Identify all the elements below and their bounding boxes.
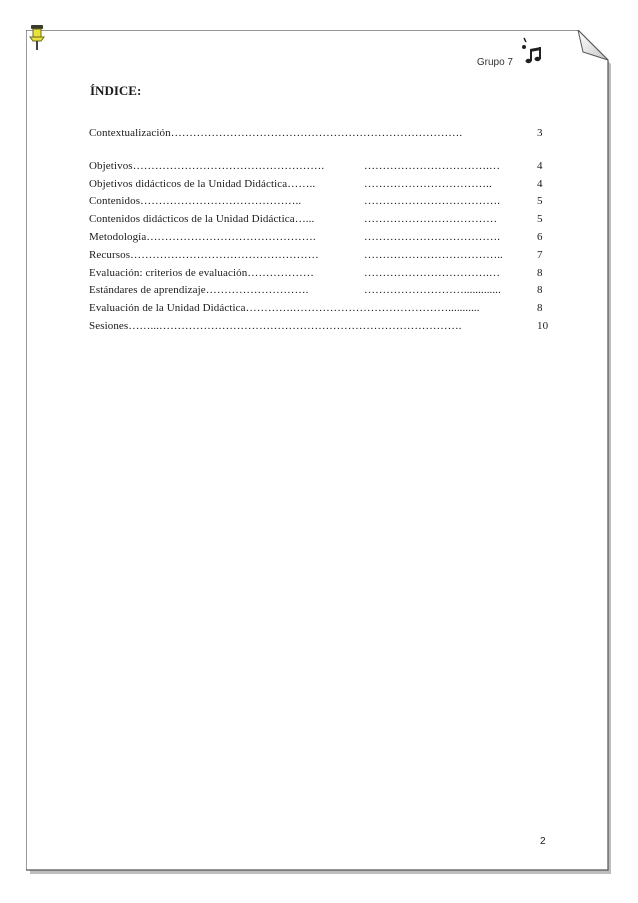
header-group-label: Grupo 7 [476,57,513,68]
toc-entry-label: Estándares de aprendizaje [89,284,206,297]
toc-entry[interactable] [89,195,559,213]
toc-entry-leader: …………………………………………… [130,248,319,261]
toc-entry-page: 10 [537,319,549,332]
toc-entry-page: 8 [537,266,543,279]
toc-entry[interactable] [89,231,559,249]
toc-entry[interactable] [89,320,559,338]
pushpin-icon [28,24,46,52]
toc-entry-label: Recursos [89,248,131,261]
toc-entry[interactable] [89,127,559,145]
toc-entry-leader: …... [294,213,315,226]
toc-entry-leader-2: …………………………….… [364,266,501,279]
toc-entry-page: 8 [537,302,543,315]
page-title: ÍNDICE: [90,83,142,98]
toc-entry-leader-2: ……………………………… [364,213,498,226]
toc-entry-leader-2: ……………………………….. [364,248,503,261]
toc-entry-label: Contenidos didácticos de la Unidad Didáctica [89,213,295,226]
toc-entry-page: 4 [537,177,543,190]
table-of-contents [89,127,559,338]
toc-entry-leader: ……………………………………………. [132,159,325,172]
toc-entry-leader-2: …………………………….. [364,177,492,190]
toc-entry-page: 4 [537,159,543,172]
music-notes-icon [515,36,545,66]
toc-entry-label: Evaluación: criterios de evaluación [89,266,248,279]
toc-entry-leader: …………………………………….. [140,195,302,208]
toc-entry-leader-2: …………………………….… [364,159,501,172]
toc-entry-leader-2: ………………………………. [364,230,501,243]
toc-entry[interactable] [89,302,559,320]
toc-entry-label: Sesiones [89,319,129,332]
toc-entry-label: Objetivos [89,159,133,172]
toc-entry[interactable] [89,249,559,267]
toc-entry-label: Metodología [89,230,147,243]
toc-entry-leader: ……...………………………………………………………………………. [128,319,462,332]
toc-entry-leader-2: ………………………............. [364,284,501,297]
toc-entry-page: 5 [537,213,543,226]
toc-entry[interactable] [89,267,559,285]
toc-entry-page: 7 [537,248,543,261]
toc-entry-leader: ………….……………………………………........... [245,302,480,315]
page-number: 2 [540,836,546,847]
toc-entry-label: Objetivos didácticos de la Unidad Didáctica [89,177,288,190]
toc-entry-leader: …….. [287,177,316,190]
toc-entry[interactable] [89,284,559,302]
toc-entry-label: Contextualización [89,127,171,139]
toc-entry[interactable] [89,213,559,231]
toc-entry[interactable] [89,160,559,178]
toc-entry-label: Evaluación de la Unidad Didáctica [89,302,246,315]
toc-entry-label: Contenidos [89,195,141,208]
toc-entry-leader-2: ………………………………. [364,195,501,208]
toc-entry[interactable] [89,178,559,196]
toc-entry-page: 6 [537,230,543,243]
toc-entry-leader: ……………………………………………………………………. [170,127,463,139]
toc-entry-leader: ……………… [247,266,314,279]
toc-entry-page: 8 [537,284,543,297]
toc-entry-leader: ………………………. [205,284,309,297]
toc-entry-page: 5 [537,195,543,208]
toc-entry-leader: ………………………………………. [146,230,316,243]
toc-entry-page: 3 [537,127,543,139]
